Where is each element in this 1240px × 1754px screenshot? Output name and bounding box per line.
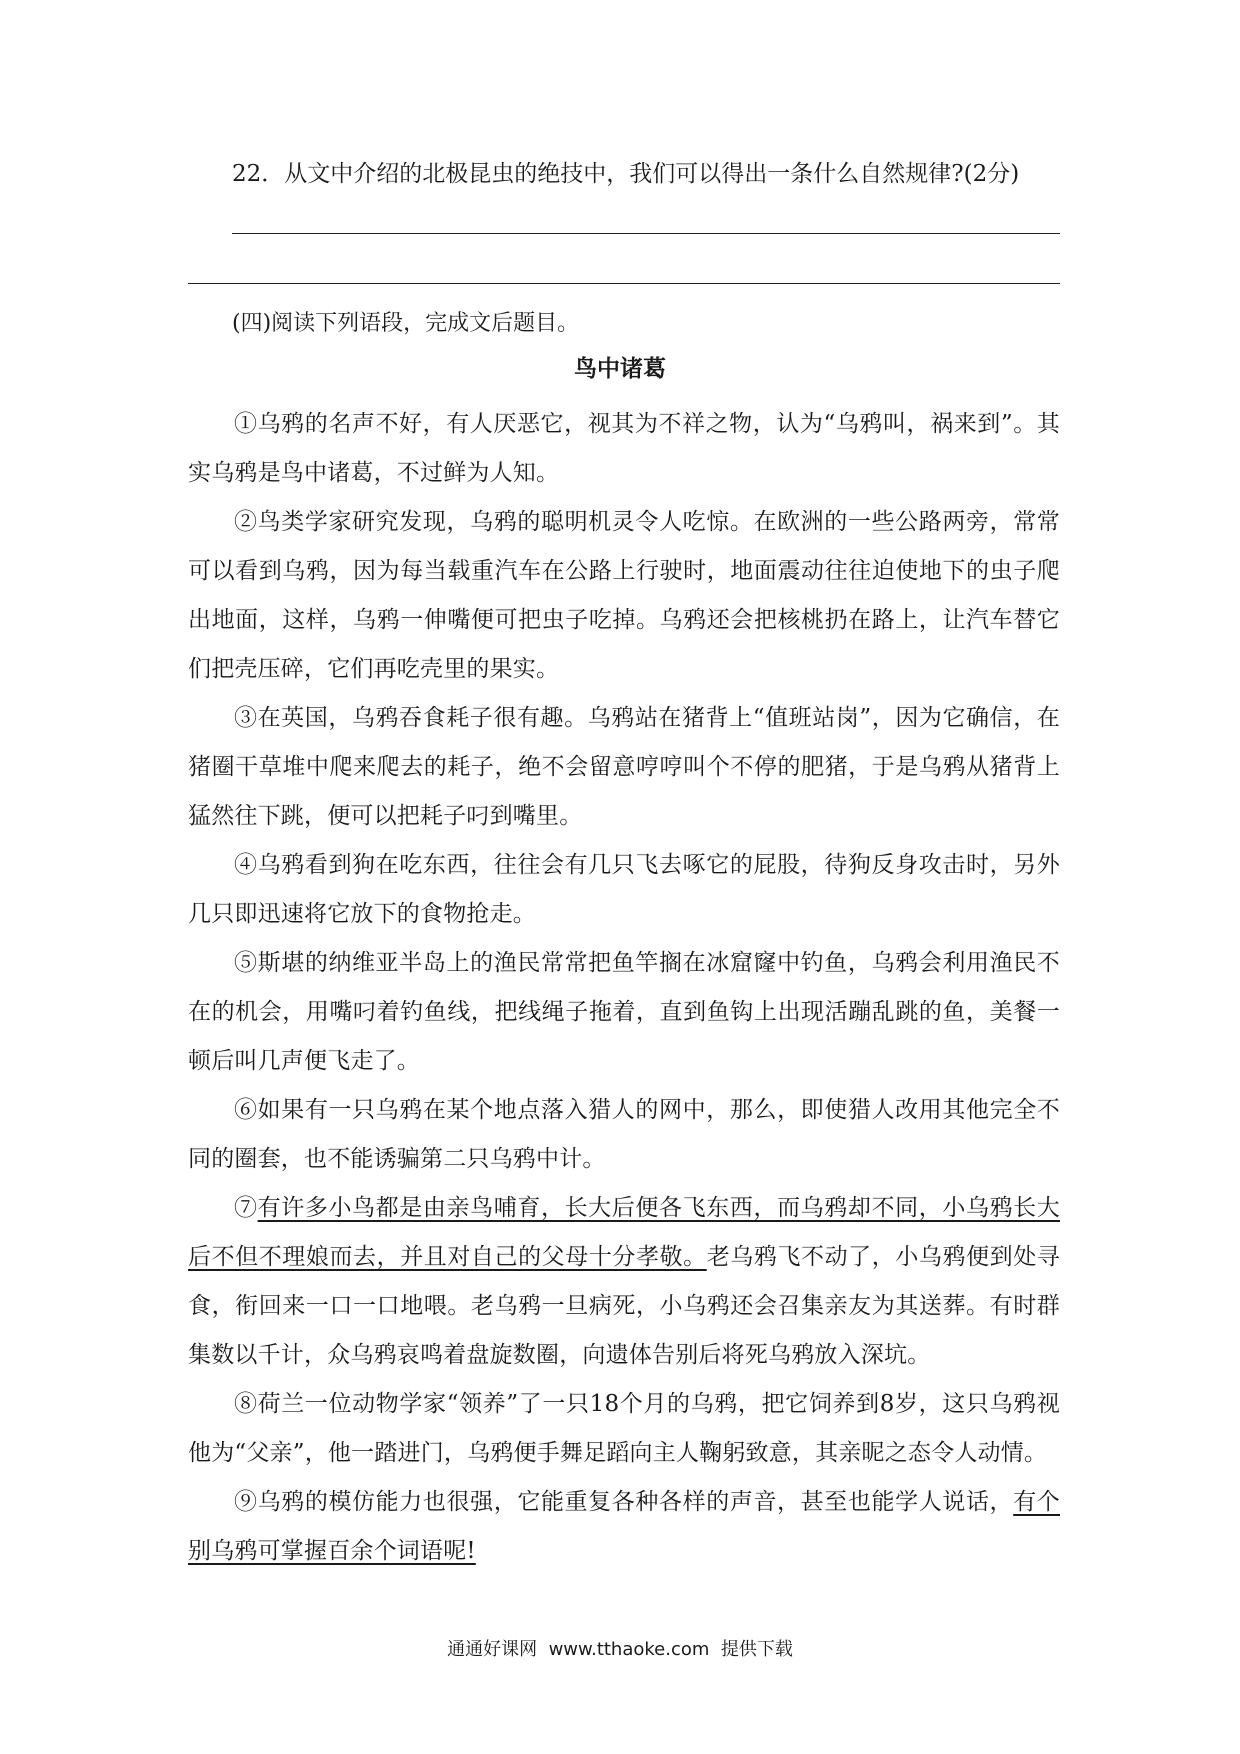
paragraph-3: ③在英国，乌鸦吞食耗子很有趣。乌鸦站在猪背上“值班站岗”，因为它确信，在猪圈干草堆中爬来爬去的耗子，绝不会留意哼哼叫个不停的肥猪，于是乌鸦从猪背上猛然往下跳，便可以把耗子叼到嘴里。 bbox=[188, 705, 1060, 829]
paragraph-9-lead: ⑨乌鸦的模仿能力也很强，它能重复各种各样的声音，甚至也能学人说话， bbox=[234, 1489, 1014, 1515]
paragraph-8: ⑧荷兰一位动物学家“领养”了一只18个月的乌鸦，把它饲养到8岁，这只乌鸦视他为“父亲”，他一踏进门，乌鸦便手舞足蹈向主人鞠躬致意，其亲昵之态令人动情。 bbox=[188, 1391, 1060, 1466]
paragraph-1: ①乌鸦的名声不好，有人厌恶它，视其为不祥之物，认为“乌鸦叫，祸来到”。其实乌鸦是鸟中诸葛，不过鲜为人知。 bbox=[188, 411, 1060, 486]
paragraph-7-underlined: 有许多小鸟都是由亲鸟哺育，长大后便各飞东西，而乌鸦却不同，小乌鸦长大后不但不理娘而去，并且对自己的父母十分孝敬。 bbox=[188, 1195, 1060, 1270]
paragraph-7 bbox=[188, 1184, 1060, 1380]
paragraph-7-rest: 老乌鸦飞不动了，小乌鸦便到处寻食，衔回来一口一口地喂。老乌鸦一旦病死，小乌鸦还会召集亲友为其送葬。有时群集数以千计，众乌鸦哀鸣着盘旋数圈，向遗体告别后将死乌鸦放入深坑。 bbox=[188, 1244, 1061, 1368]
answer-line-1 bbox=[232, 233, 1060, 234]
article-body bbox=[188, 400, 1060, 1576]
footer-source: 通通好课网 www.tthaoke.com 提供下载 bbox=[447, 1639, 793, 1660]
article-title: 鸟中诸葛 bbox=[574, 356, 666, 382]
question-22: 22．从文中介绍的北极昆虫的绝技中，我们可以得出一条什么自然规律?(2分) bbox=[232, 161, 1020, 187]
paragraph-7-number: ⑦ bbox=[234, 1195, 258, 1221]
section-heading: (四)阅读下列语段，完成文后题目。 bbox=[232, 311, 580, 336]
paragraph-5: ⑤斯堪的纳维亚半岛上的渔民常常把鱼竿搁在冰窟窿中钓鱼，乌鸦会利用渔民不在的机会，用嘴叼着钓鱼线，把线绳子拖着，直到鱼钩上出现活蹦乱跳的鱼，美餐一顿后叫几声便飞走了。 bbox=[188, 950, 1060, 1074]
paragraph-9 bbox=[188, 1478, 1060, 1576]
paragraph-4: ④乌鸦看到狗在吃东西，往往会有几只飞去啄它的屁股，待狗反身攻击时，另外几只即迅速将它放下的食物抢走。 bbox=[188, 852, 1060, 927]
answer-line-2 bbox=[188, 283, 1060, 284]
paragraph-9-underlined: 有个别乌鸦可掌握百余个词语呢! bbox=[188, 1489, 1060, 1564]
paragraph-6: ⑥如果有一只乌鸦在某个地点落入猎人的网中，那么，即使猎人改用其他完全不同的圈套，也不能诱骗第二只乌鸦中计。 bbox=[188, 1097, 1060, 1172]
paragraph-2: ②鸟类学家研究发现，乌鸦的聪明机灵令人吃惊。在欧洲的一些公路两旁，常常可以看到乌鸦，因为每当载重汽车在公路上行驶时，地面震动往往迫使地下的虫子爬出地面，这样，乌鸦一伸嘴便可把虫子吃掉。乌鸦还会把核桃扔在路上，让汽车替它们把壳压碎，它们再吃壳里的果实。 bbox=[188, 509, 1060, 682]
